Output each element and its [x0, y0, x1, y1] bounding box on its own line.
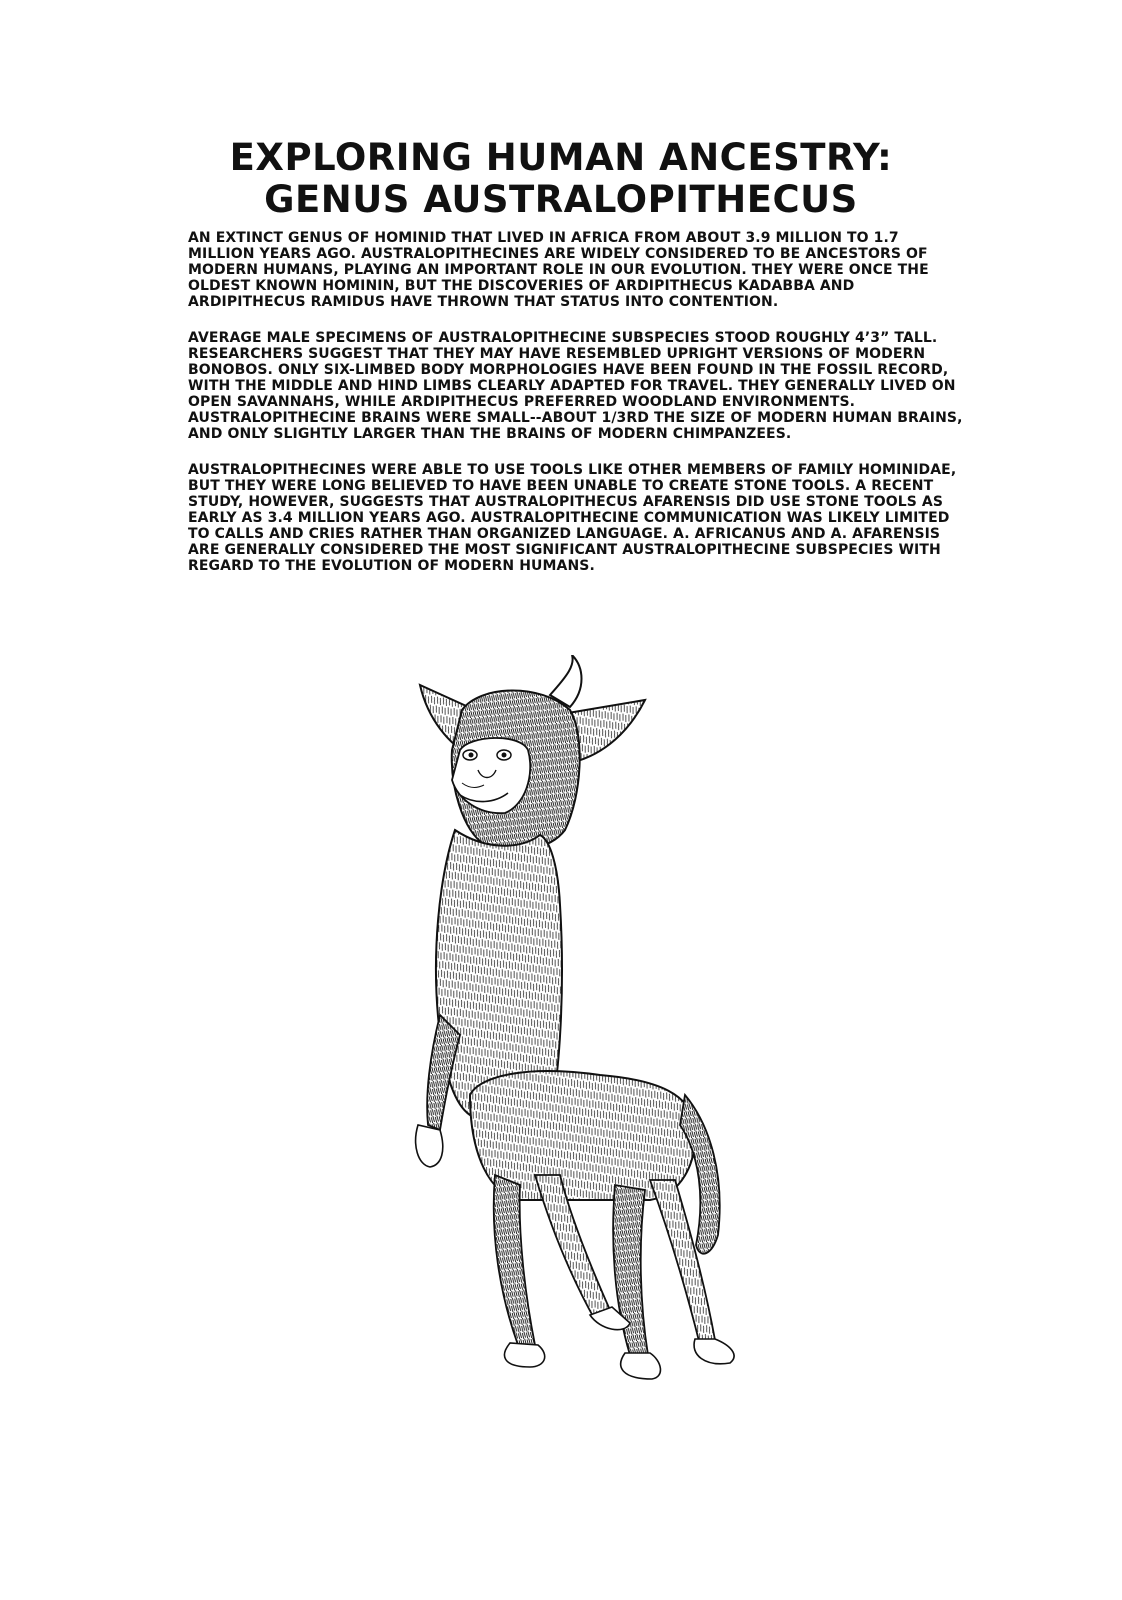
page-title — [0, 137, 1122, 221]
hand — [416, 1125, 443, 1167]
paragraph-3: AUSTRALOPITHECINES WERE ABLE TO USE TOOLS LIKE OTHER MEMBERS OF FAMILY HOMINIDAE, BUT THEY WERE LONG BELIEVED TO HAVE BEEN UNABLE TO CREATE STONE TOOLS. A RECENT STUDY, HOWEVER, SUGGESTS THAT AUSTRALOPITHECUS AFARENSIS DID USE STONE TOOLS AS EARLY AS 3.4 MILLION YEARS AGO. AUSTRALOPITHECINE COMMUNICATION WAS LIKELY LIMITED TO CALLS AND CRIES RATHER THAN ORGANIZED LANGUAGE. A. AFRICANUS AND A. AFARENSIS ARE GENERALLY CONSIDERED THE MOST SIGNIFICANT AUSTRALOPITHECINE SUBSPECIES WITH REGARD TO THE EVOLUTION OF MODERN HUMANS. — [188, 462, 957, 574]
title-line-1: EXPLORING HUMAN ANCESTRY: — [229, 135, 893, 179]
creature-illustration — [400, 655, 760, 1390]
foot-4 — [694, 1339, 734, 1364]
paragraph-2: AVERAGE MALE SPECIMENS OF AUSTRALOPITHECINE SUBSPECIES STOOD ROUGHLY 4’3” TALL. RESEARCHERS SUGGEST THAT THEY MAY HAVE RESEMBLED UPRIGHT VERSIONS OF MODERN BONOBOS. ONLY SIX-LIMBED BODY MORPHOLOGIES HAVE BEEN FOUND IN THE FOSSIL RECORD, WITH THE MIDDLE AND HIND LIMBS CLEARLY ADAPTED FOR TRAVEL. THEY GENERALLY LIVED ON OPEN SAVANNAHS, WHILE ARDIPITHECUS PREFERRED WOODLAND ENVIRONMENTS. AUSTRALOPITHECINE BRAINS WERE SMALL--ABOUT 1/3RD THE SIZE OF MODERN HUMAN BRAINS, AND ONLY SLIGHTLY LARGER THAN THE BRAINS OF MODERN CHIMPANZEES. — [188, 330, 963, 442]
paragraph-1: AN EXTINCT GENUS OF HOMINID THAT LIVED IN AFRICA FROM ABOUT 3.9 MILLION TO 1.7 MILLION YEARS AGO. AUSTRALOPITHECINES ARE WIDELY CONSIDERED TO BE ANCESTORS OF MODERN HUMANS, PLAYING AN IMPORTANT ROLE IN OUR EVOLUTION. THEY WERE ONCE THE OLDEST KNOWN HOMININ, BUT THE DISCOVERIES OF ARDIPITHECUS KADABBA AND ARDIPITHECUS RAMIDUS HAVE THROWN THAT STATUS INTO CONTENTION. — [188, 230, 929, 310]
foot-1 — [505, 1343, 545, 1367]
title-line-2: GENUS AUSTRALOPITHECUS — [264, 177, 858, 221]
foot-3 — [621, 1353, 661, 1379]
article-body — [188, 230, 968, 594]
six-limbed-hominid-drawing — [400, 655, 760, 1390]
